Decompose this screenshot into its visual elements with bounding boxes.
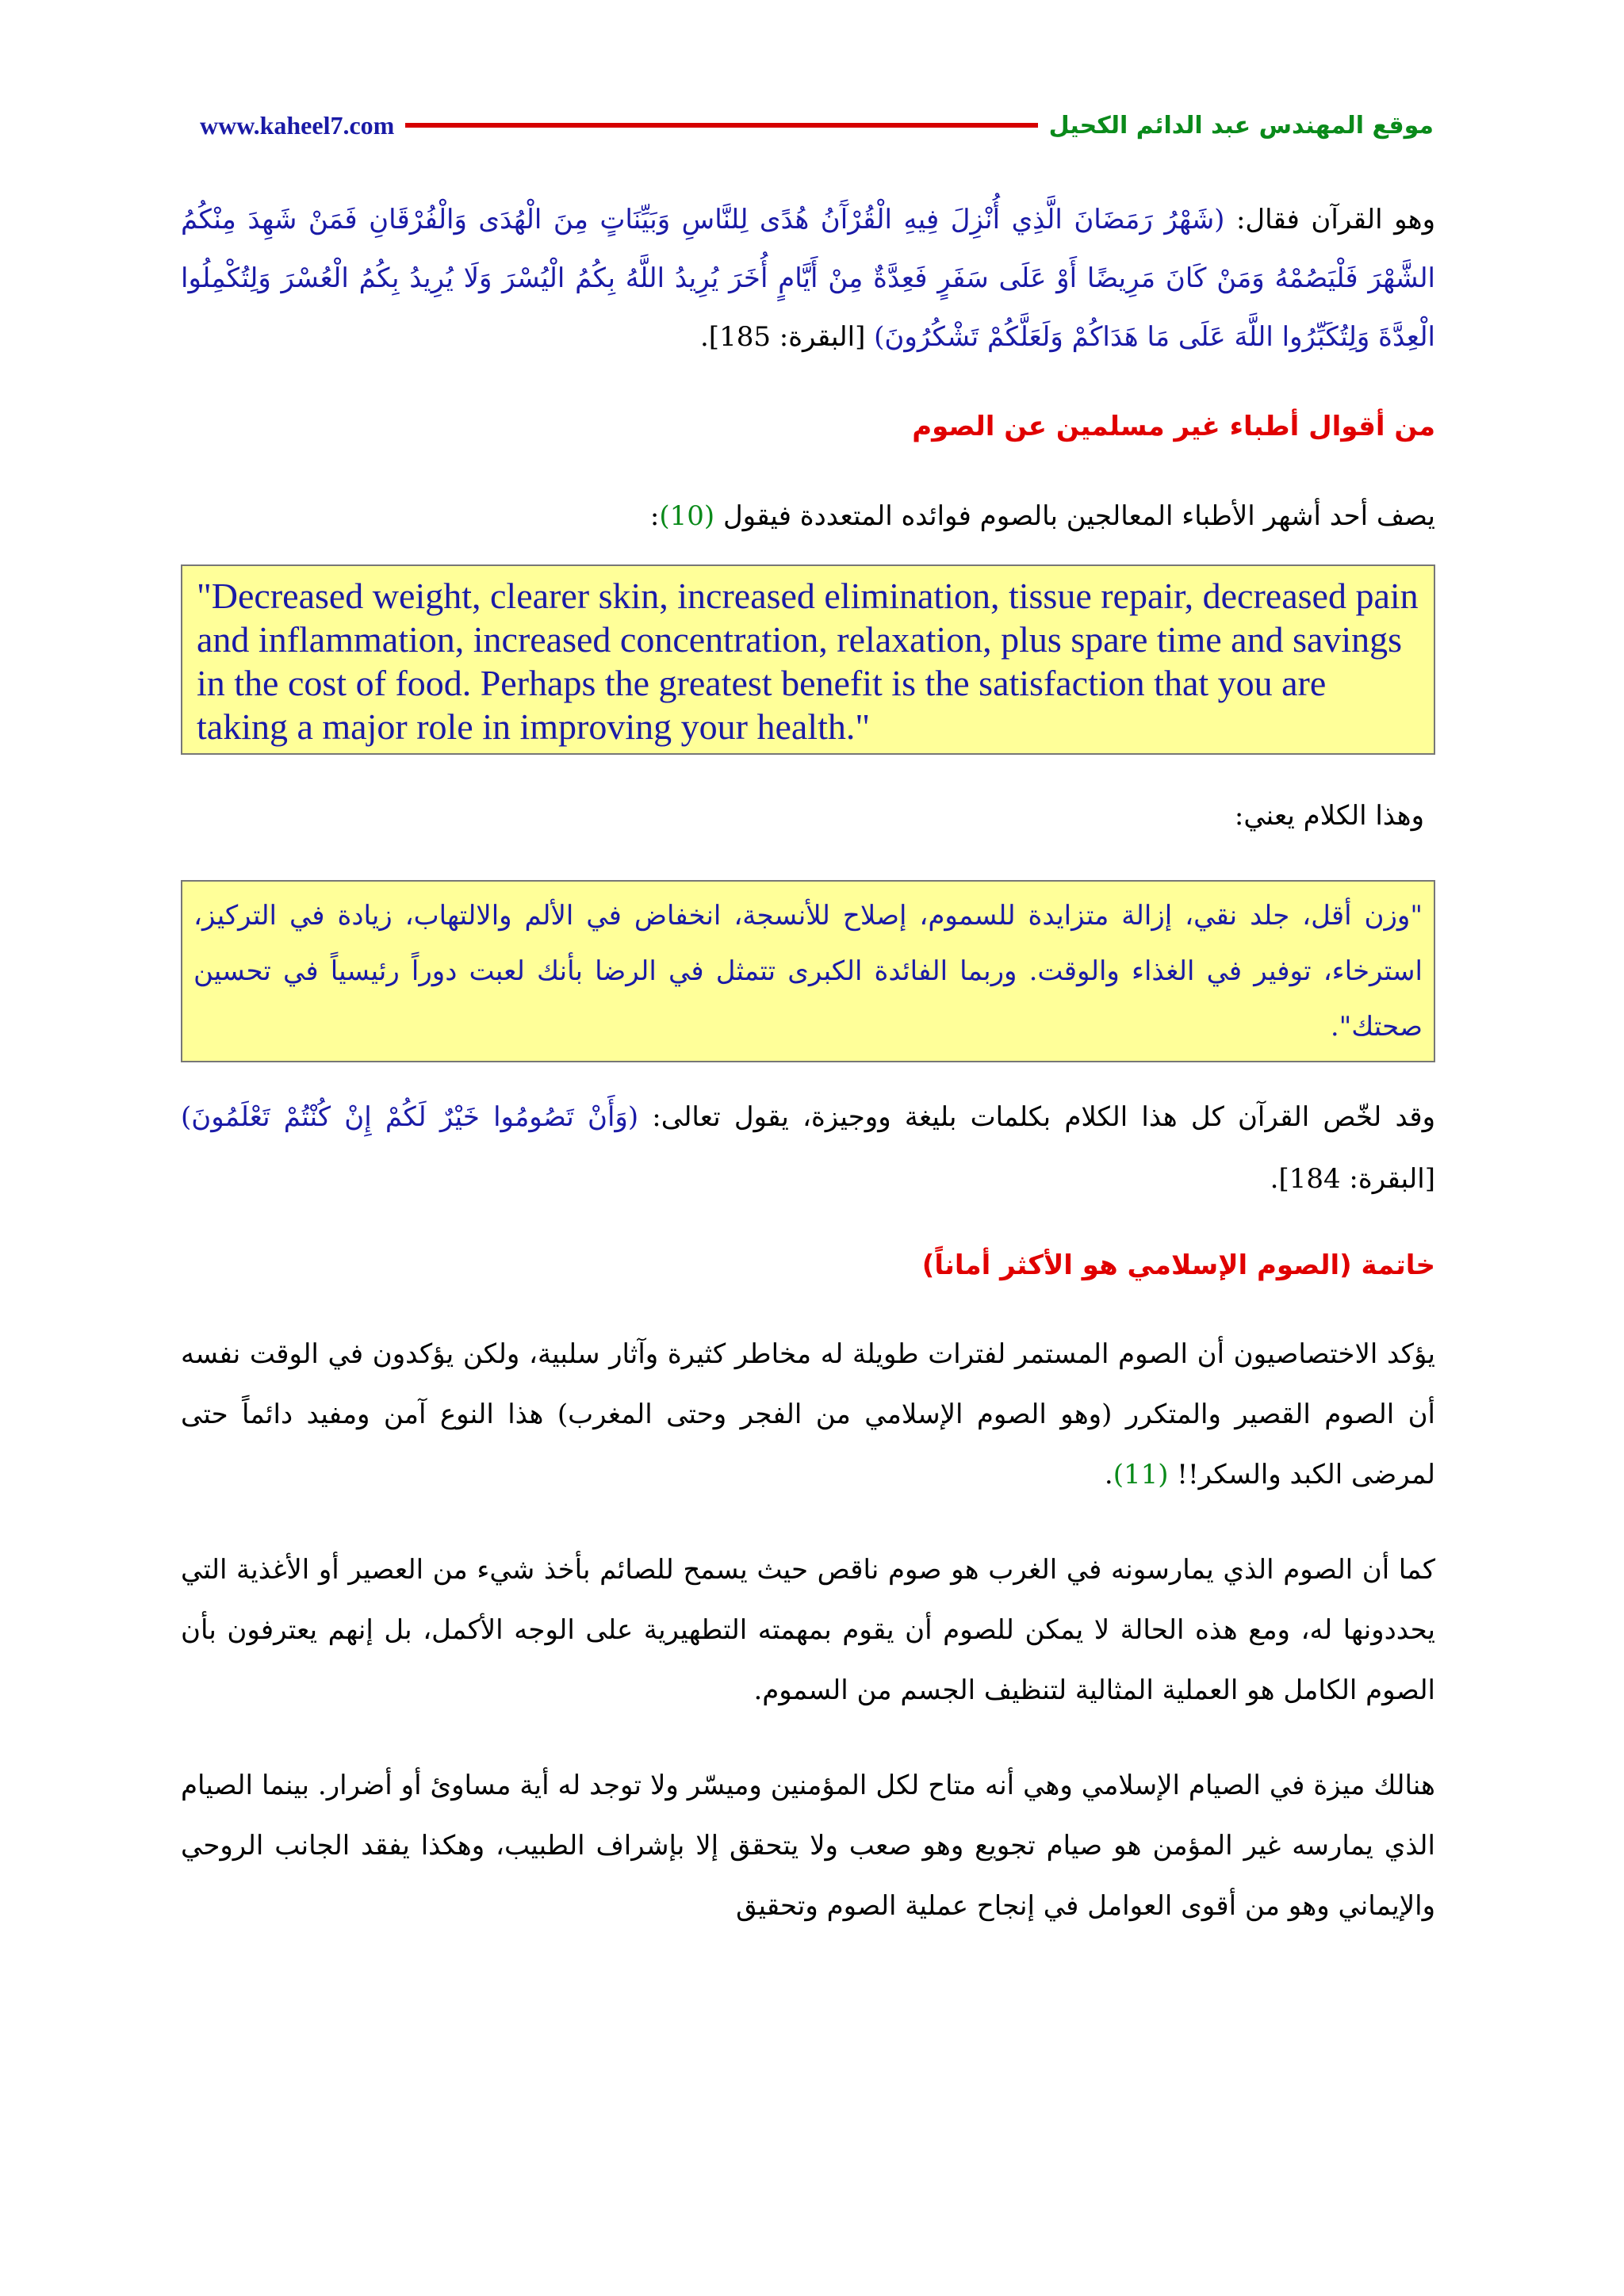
- page-header: [200, 101, 1434, 149]
- quran-verse: (وَأَنْ تَصُومُوا خَيْرٌ لَكُمْ إِنْ كُنْتُمْ تَعْلَمُونَ): [181, 1101, 639, 1133]
- verse-reference: [البقرة: 184].: [1270, 1163, 1435, 1195]
- footnote-number[interactable]: (11): [1113, 1459, 1169, 1490]
- paragraph-translation-intro: وهذا الكلام يعني:: [1234, 800, 1424, 832]
- paragraph-doctor-intro: يصف أحد أشهر الأطباء المعالجين بالصوم فوائده المتعددة فيقول (10):: [649, 500, 1435, 532]
- arabic-quote-box: "وزن أقل، جلد نقي، إزالة متزايدة للسموم، إصلاح للأنسجة، انخفاض في الألم والالتهاب، زيادة في التركيز، استرخاء، توفير في الغذاء والوقت. وربما الفائدة الكبرى تتمثل في الرضا بأنك لعبت دوراً رئيسياً في تحسين صحتك".: [181, 880, 1435, 1062]
- header-divider: [405, 123, 1037, 128]
- section-heading-non-muslim-doctors: من أقوال أطباء غير مسلمين عن الصوم: [912, 411, 1435, 442]
- verse-reference: [البقرة: 185].: [700, 321, 875, 353]
- paragraph-specialists: يؤكد الاختصاصيون أن الصوم المستمر لفترات طويلة له مخاطر كثيرة وآثار سلبية، ولكن يؤكدون في الوقت نفسه أن الصوم القصير والمتكرر (وهو الصوم الإسلامي من الفجر وحتى المغرب) هذا النوع آمن ومفيد دائماً حتى لمرضى الكبد والسكر!! (11).: [181, 1338, 1435, 1490]
- english-quote-box: "Decreased weight, clearer skin, increased elimination, tissue repair, decreased pain and inflammation, increased concentration, relaxation, plus spare time and savings in the cost of food. Perhaps the greatest benefit is the satisfaction that you are taking a major role in improving your health.": [181, 564, 1435, 755]
- paragraph-western-fasting: كما أن الصوم الذي يمارسونه في الغرب هو صوم ناقص حيث يسمح للصائم بأخذ شيء من العصير أو الأغذية التي يحددونها له، ومع هذه الحالة لا يمكن للصوم أن يقوم بمهمته التطهيرية على الوجه الأكمل، بل إنهم يعترفون بأن الصوم الكامل هو العملية المثالية لتنظيف الجسم من السموم.: [181, 1554, 1435, 1706]
- paragraph-quran-verse-184: وقد لخّص القرآن كل هذا الكلام بكلمات بليغة ووجيزة، يقول تعالى: (وَأَنْ تَصُومُوا خَيْرٌ لَكُمْ إِنْ كُنْتُمْ تَعْلَمُونَ) [البقرة: 184].: [181, 1101, 1435, 1195]
- footnote-number[interactable]: (10): [659, 500, 715, 532]
- paragraph-quran-verse-185: [181, 190, 1435, 366]
- paragraph-islamic-fasting-advantage: هنالك ميزة في الصيام الإسلامي وهي أنه متاح لكل المؤمنين وميسّر ولا توجد له أية مساوئ أو أضرار. بينما الصيام الذي يمارسه غير المؤمن هو صيام تجويع وهو صعب ولا يتحقق إلا بإشراف الطبيب، وهكذا يفقد الجانب الروحي والإيماني وهو من أقوى العوامل في إنجاح عملية الصوم وتحقيق: [181, 1770, 1435, 1922]
- site-name: موقع المهندس عبد الدائم الكحيل: [1048, 111, 1434, 140]
- site-url-link[interactable]: www.kaheel7.com: [200, 110, 395, 140]
- quran-verse: (شَهْرُ رَمَضَانَ الَّذِي أُنْزِلَ فِيهِ الْقُرْآَنُ هُدًى لِلنَّاسِ وَبَيِّنَاتٍ مِنَ الْهُدَى وَالْفُرْقَانِ فَمَنْ شَهِدَ مِنْكُمُ الشَّهْرَ فَلْيَصُمْهُ وَمَنْ كَانَ مَرِيضًا أَوْ عَلَى سَفَرٍ فَعِدَّةٌ مِنْ أَيَّامٍ أُخَرَ يُرِيدُ اللَّهُ بِكُمُ الْيُسْرَ وَلَا يُرِيدُ بِكُمُ الْعُسْرَ وَلِتُكْمِلُوا الْعِدَّةَ وَلِتُكَبِّرُوا اللَّهَ عَلَى مَا هَدَاكُمْ وَلَعَلَّكُمْ تَشْكُرُونَ): [181, 204, 1435, 353]
- section-heading-conclusion: خاتمة (الصوم الإسلامي هو الأكثر أماناً): [921, 1249, 1435, 1281]
- article-body: [181, 190, 1435, 1936]
- paragraph-intro: وهو القرآن فقال:: [1224, 204, 1435, 235]
